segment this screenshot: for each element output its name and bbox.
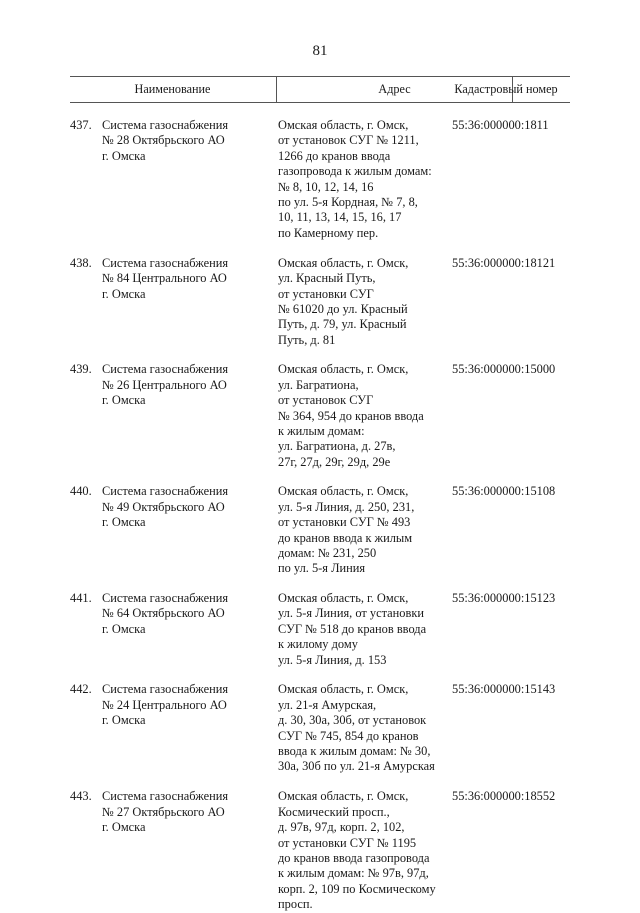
entry-cadastral-number: 55:36:000000:15000 <box>452 362 556 377</box>
entry-address-line: № 364, 954 до кранов ввода <box>278 408 424 423</box>
entry-address-line: № 8, 10, 12, 14, 16 <box>278 179 374 194</box>
page-number: 81 <box>312 43 328 59</box>
entry-address-line: до кранов ввода к жилым <box>278 530 413 545</box>
entry-address-line: Путь, д. 79, ул. Красный <box>278 317 407 332</box>
entry-address-line: ул. Красный Путь, <box>278 271 376 286</box>
entry-name-line: г. Омска <box>102 148 146 163</box>
entry-address-line: ул. 5-я Линия, от установки <box>278 606 424 621</box>
entry-cadastral-number: 55:36:000000:15143 <box>452 682 556 697</box>
entry-address-line: Омская область, г. Омск, <box>278 789 409 804</box>
header-address: Адрес <box>276 77 513 102</box>
entry-address-line: ул. 5-я Линия, д. 153 <box>278 652 387 667</box>
entry-address-line: ул. 5-я Линия, д. 250, 231, <box>278 499 415 514</box>
entry-number: 442. <box>70 682 92 697</box>
entry-address-line: до кранов ввода газопровода <box>278 851 430 865</box>
entry-address-line: 27г, 27д, 29г, 29д, 29е <box>278 454 391 469</box>
entry-name-line: г. Омска <box>102 621 146 636</box>
entry-address-line: ул. Багратиона, <box>278 377 359 392</box>
entry-name-line: № 26 Центрального АО <box>102 377 227 392</box>
entry-address <box>278 591 453 668</box>
entries-list <box>0 118 640 913</box>
entry-name-line: № 64 Октябрьского АО <box>102 606 225 621</box>
entry-name <box>102 118 277 164</box>
entry-number: 439. <box>70 362 92 377</box>
entry-address <box>278 256 453 348</box>
entry-address <box>278 118 453 241</box>
entry-address-line: 30а, 30б по ул. 21-я Амурская <box>278 759 435 774</box>
entry-name-line: Система газоснабжения <box>102 118 229 132</box>
entry-name <box>102 591 277 637</box>
entry-address-line: от установки СУГ № 493 <box>278 515 411 530</box>
entry-address <box>278 789 453 912</box>
entry-address-line: от установок СУГ <box>278 393 374 408</box>
entry-name <box>102 256 277 302</box>
entry-name-line: № 27 Октябрьского АО <box>102 804 225 819</box>
entry-address-line: домам: № 231, 250 <box>278 546 377 561</box>
entry-name-line: Система газоснабжения <box>102 682 229 697</box>
entry-number: 440. <box>70 484 92 499</box>
table-row <box>0 591 640 682</box>
entry-cadastral-number: 55:36:000000:1811 <box>452 118 549 132</box>
entry-address-line: ул. 21-я Амурская, <box>278 697 377 712</box>
entry-address-line: по Камерному пер. <box>278 225 379 240</box>
entry-name-line: Система газоснабжения <box>102 789 229 804</box>
entry-address-line: Омская область, г. Омск, <box>278 362 409 377</box>
entry-address-line: Путь, д. 81 <box>278 332 336 347</box>
entry-address-line: к жилым домам: <box>278 424 365 439</box>
entry-address-line: от установки СУГ <box>278 286 374 301</box>
entry-name <box>102 682 277 728</box>
entry-name-line: г. Омска <box>102 820 146 835</box>
entry-number: 438. <box>70 255 92 270</box>
entry-address-line: просп. <box>278 897 313 912</box>
entry-name-line: № 28 Октябрьского АО <box>102 133 225 148</box>
entry-name-line: г. Омска <box>102 713 146 728</box>
entry-cadastral-number: 55:36:000000:15108 <box>452 484 556 499</box>
table-row <box>0 362 640 484</box>
entry-address-line: № 61020 до ул. Красный <box>278 302 408 317</box>
entry-name-line: № 24 Центрального АО <box>102 697 227 712</box>
entry-name <box>102 484 277 530</box>
entry-address-line: д. 30, 30а, 30б, от установок <box>278 713 427 728</box>
entry-name-line: Система газоснабжения <box>102 255 229 270</box>
entry-address-line: ввода к жилым домам: № 30, <box>278 744 431 758</box>
entry-name-line: № 49 Октябрьского АО <box>102 499 225 514</box>
table-header <box>70 76 570 103</box>
table-row <box>0 789 640 912</box>
entry-address-line: Омская область, г. Омск, <box>278 484 409 499</box>
entry-address-line: д. 97в, 97д, корп. 2, 102, <box>278 820 405 835</box>
entry-cadastral-number: 55:36:000000:15123 <box>452 590 556 605</box>
entry-address-line: Омская область, г. Омск, <box>278 255 409 270</box>
entry-address-line: ул. Багратиона, д. 27в, <box>278 439 396 454</box>
entry-address-line: по ул. 5-я Кордная, № 7, 8, <box>278 195 418 210</box>
entry-name-line: № 84 Центрального АО <box>102 271 227 286</box>
entry-number: 443. <box>70 789 92 804</box>
entry-name-line: г. Омска <box>102 515 146 530</box>
entry-address-line: корп. 2, 109 по Космическому <box>278 881 436 896</box>
entry-name-line: Система газоснабжения <box>102 590 229 605</box>
entry-name-line: Система газоснабжения <box>102 484 229 499</box>
table-row <box>0 256 640 363</box>
entry-address-line: Омская область, г. Омск, <box>278 118 409 132</box>
entry-address-line: Омская область, г. Омск, <box>278 590 409 605</box>
entry-cadastral-number: 55:36:000000:18552 <box>452 789 556 804</box>
entry-name <box>102 362 277 408</box>
entry-address-line: к жилым домам: № 97в, 97д, <box>278 866 429 881</box>
entry-address <box>278 682 453 774</box>
table-row <box>0 682 640 789</box>
entry-address-line: по ул. 5-я Линия <box>278 561 366 576</box>
entry-address-line: Космический просп., <box>278 804 390 819</box>
entry-address-line: Омская область, г. Омск, <box>278 682 409 697</box>
entry-address-line: к жилому дому <box>278 637 358 652</box>
entry-address-line: от установки СУГ № 1195 <box>278 835 417 850</box>
table-row <box>0 118 640 256</box>
entry-name-line: г. Омска <box>102 286 146 301</box>
entry-address <box>278 362 453 470</box>
entry-address-line: от установок СУГ № 1211, <box>278 133 419 148</box>
header-name: Наименование <box>134 82 211 96</box>
entry-address-line: газопровода к жилым домам: <box>278 164 432 179</box>
header-cadastral: Кадастровый номер <box>454 82 558 96</box>
entry-name-line: Система газоснабжения <box>102 362 229 377</box>
entry-address <box>278 484 453 576</box>
table-row <box>0 484 640 591</box>
entry-cadastral-number: 55:36:000000:18121 <box>452 255 556 270</box>
entry-address-line: 10, 11, 13, 14, 15, 16, 17 <box>278 210 402 225</box>
entry-number: 441. <box>70 590 92 605</box>
entry-name <box>102 789 277 835</box>
entry-number: 437. <box>70 118 92 132</box>
entry-address-line: СУГ № 745, 854 до кранов <box>278 728 419 743</box>
entry-address-line: СУГ № 518 до кранов ввода <box>278 621 427 636</box>
entry-name-line: г. Омска <box>102 393 146 408</box>
entry-address-line: 1266 до кранов ввода <box>278 148 391 163</box>
